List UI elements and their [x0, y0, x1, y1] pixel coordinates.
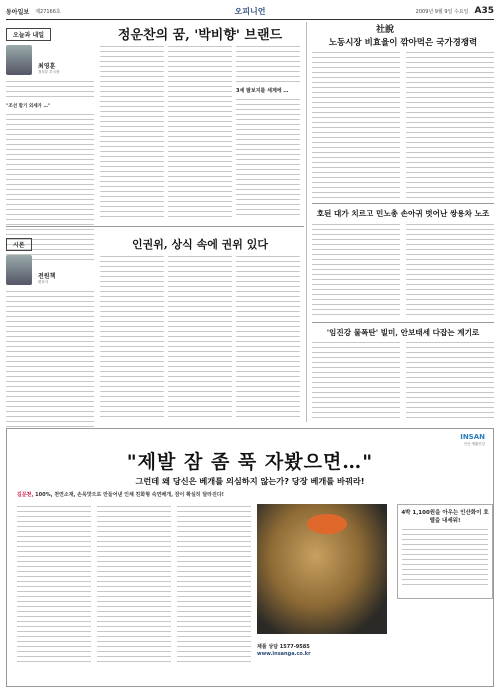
issue-date: 2009년 9월 9일 수요일 — [415, 8, 469, 15]
main-column-text-2 — [168, 44, 232, 220]
theory-headline: 인권위, 상식 속에 권위 있다 — [131, 238, 269, 251]
editorial-text — [312, 340, 400, 422]
ad-text-3 — [177, 504, 251, 664]
column-subhead: "조선 말기 외세가 …" — [6, 104, 51, 109]
editorial-2-text-a — [312, 222, 400, 318]
ad-text — [97, 504, 171, 664]
brand-logo: INSAN — [460, 433, 485, 441]
editorial-3-text-b — [406, 340, 494, 422]
editorial-headline-2: 호된 대가 치르고 민노총 손아귀 벗어난 쌍용차 노조 — [316, 209, 490, 218]
column-text — [236, 44, 300, 84]
editorial-rule — [312, 322, 494, 323]
column-tag: 오늘과 내일 — [6, 28, 51, 41]
column-text — [100, 254, 164, 420]
theory-text-2 — [168, 254, 232, 420]
editorial-2-text-b — [406, 222, 494, 318]
editorial-rule — [312, 203, 494, 204]
editorial-3-text-a — [312, 340, 400, 422]
ad-text-1 — [17, 504, 91, 664]
ad-text — [177, 504, 251, 664]
column-tag: 시론 — [6, 238, 32, 251]
theory-text-3 — [236, 254, 300, 420]
editorial-text — [312, 50, 400, 200]
column-text — [6, 79, 94, 99]
author-name: 최영훈 — [38, 63, 56, 70]
editorial-1-text-a — [312, 50, 400, 200]
ad-url[interactable]: www.insanga.co.kr — [257, 651, 311, 657]
column-text — [236, 97, 300, 217]
section-rule — [6, 226, 304, 227]
author-photo — [6, 45, 32, 75]
ad-phone: 제품 상담 1577-9585 — [257, 644, 310, 650]
column-text — [6, 289, 94, 429]
author-role: 정치부 부국장 — [38, 70, 60, 74]
page-header — [6, 4, 494, 18]
ad-offer-box — [397, 504, 493, 599]
issue-number: 제27166호 — [35, 8, 61, 15]
column-byline — [6, 45, 94, 75]
ad-lead — [17, 491, 317, 498]
editorial-label: 社說 — [376, 25, 395, 35]
column-byline — [6, 255, 94, 285]
column-theory — [6, 232, 94, 429]
ad-lead-text: 100%, 천연소재, 손목맛으로 만들어낸 인체 친화형 숙면베개, 잠이 확실히 달라진다! — [33, 492, 224, 498]
ad-text — [17, 504, 91, 664]
column-text — [168, 44, 232, 220]
main-column-text-3 — [236, 44, 300, 220]
editorial-headline-1: 노동시장 비효율이 깎아먹은 국가경쟁력 — [328, 38, 478, 48]
editorial-text — [406, 222, 494, 318]
column-text — [168, 254, 232, 420]
ad-lead-highlight: 길문천, — [17, 492, 34, 498]
page-number: A35 — [474, 6, 494, 16]
ad-text-2 — [97, 504, 171, 664]
author-name: 전원책 — [38, 273, 56, 280]
editorial-text — [406, 340, 494, 422]
ad-headline: "제발 잠 좀 푹 자봤으면…" — [126, 451, 374, 473]
editorial-1-text-b — [406, 50, 494, 200]
ad-offer-title: 4박 1,100원을 아우는 인산화이 호텔을 내세워! — [401, 510, 489, 524]
ad-subheadline: 그런데 왜 당신은 베개를 의심하지 않는가? 당장 베개를 바꿔라! — [135, 476, 365, 486]
newspaper-name: 동아일보 — [6, 8, 30, 16]
author-role: 변호사 — [38, 280, 49, 284]
main-column-subhead: 3세 팔보지를 세계에 … — [236, 88, 289, 94]
editorial-text — [406, 50, 494, 200]
pillow-image — [257, 504, 387, 634]
theory-text-1 — [100, 254, 164, 420]
brand-subtitle: 인산 생활건강 — [463, 442, 485, 446]
column-text — [100, 44, 164, 220]
main-column-text-1 — [100, 44, 164, 220]
main-column-headline: 정운찬의 꿈, '박비향' 브랜드 — [117, 28, 283, 43]
advertisement[interactable] — [6, 428, 494, 687]
ad-offer-text — [402, 527, 488, 587]
author-photo — [6, 255, 32, 285]
header-rule — [6, 19, 494, 20]
column-divider — [306, 22, 307, 422]
editorial-text — [312, 222, 400, 318]
column-text — [236, 254, 300, 420]
editorial-headline-3: '임진강 물폭탄' 빌미, 안보태세 다잡는 계기로 — [326, 328, 480, 337]
section-title: 오피니언 — [234, 6, 266, 16]
